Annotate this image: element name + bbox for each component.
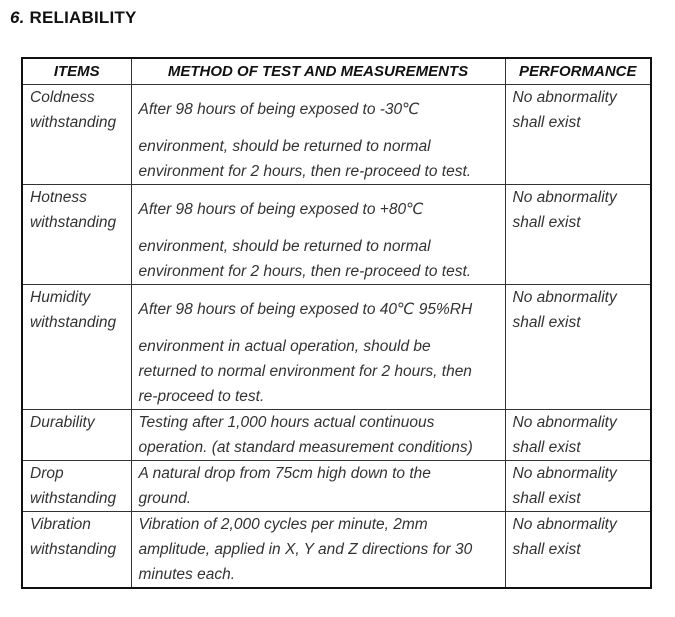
table-header-row — [22, 58, 651, 85]
table-row — [22, 461, 651, 512]
item-line: Hotness — [30, 189, 87, 206]
method-line: returned to normal environment for 2 hours, then — [138, 363, 472, 380]
performance-cell — [505, 410, 651, 461]
item-line: withstanding — [30, 214, 117, 231]
item-cell — [22, 410, 131, 461]
method-line: A natural drop from 75cm high down to the — [138, 465, 431, 482]
item-cell — [22, 285, 131, 410]
performance-cell — [505, 285, 651, 410]
method-line: environment in actual operation, should be — [138, 338, 431, 355]
method-line: environment, should be returned to normal — [138, 238, 431, 255]
section-heading — [10, 8, 137, 28]
performance-line: shall exist — [512, 314, 581, 331]
item-line: withstanding — [30, 114, 117, 131]
performance-line: shall exist — [512, 214, 581, 231]
method-cell — [131, 512, 505, 589]
section-number: 6. — [10, 8, 25, 27]
item-line: Humidity — [30, 289, 91, 306]
performance-line: No abnormality — [512, 289, 617, 306]
item-line: withstanding — [30, 314, 117, 331]
item-cell — [22, 461, 131, 512]
performance-cell — [505, 85, 651, 185]
item-line: withstanding — [30, 490, 117, 507]
performance-line: No abnormality — [512, 465, 617, 482]
performance-line: No abnormality — [512, 89, 617, 106]
section-title: RELIABILITY — [29, 8, 137, 27]
table-row — [22, 285, 651, 410]
item-cell — [22, 185, 131, 285]
performance-cell — [505, 512, 651, 589]
method-cell — [131, 85, 505, 185]
item-cell — [22, 85, 131, 185]
performance-cell — [505, 461, 651, 512]
table-row — [22, 512, 651, 589]
performance-line: shall exist — [512, 541, 581, 558]
performance-line: shall exist — [512, 114, 581, 131]
table-row — [22, 85, 651, 185]
method-cell — [131, 285, 505, 410]
method-line: amplitude, applied in X, Y and Z directions for 30 — [138, 541, 473, 558]
method-line: environment for 2 hours, then re-proceed to test. — [138, 263, 472, 280]
method-line: operation. (at standard measurement conditions) — [138, 439, 473, 456]
item-line: withstanding — [30, 541, 117, 558]
item-line: Durability — [30, 414, 95, 431]
item-line: Coldness — [30, 89, 95, 106]
method-cell — [131, 461, 505, 512]
method-line: ground. — [138, 490, 192, 507]
performance-line: shall exist — [512, 490, 581, 507]
method-line: Testing after 1,000 hours actual continuous — [138, 414, 435, 431]
method-line: environment for 2 hours, then re-proceed to test. — [138, 163, 472, 180]
item-cell — [22, 512, 131, 589]
method-line: Vibration of 2,000 cycles per minute, 2mm — [138, 516, 428, 533]
item-line: Vibration — [30, 516, 91, 533]
performance-line: shall exist — [512, 439, 581, 456]
method-cell — [131, 185, 505, 285]
header-method: METHOD OF TEST AND MEASUREMENTS — [131, 58, 505, 85]
table-row — [22, 185, 651, 285]
method-cell — [131, 410, 505, 461]
reliability-table — [21, 57, 652, 589]
method-line: After 98 hours of being exposed to -30℃ — [138, 101, 420, 118]
performance-cell — [505, 185, 651, 285]
method-line: environment, should be returned to normal — [138, 138, 431, 155]
table-row — [22, 410, 651, 461]
performance-line: No abnormality — [512, 516, 617, 533]
performance-line: No abnormality — [512, 414, 617, 431]
item-line: Drop — [30, 465, 64, 482]
method-line: After 98 hours of being exposed to 40℃ 95%RH — [138, 301, 473, 318]
method-line: re-proceed to test. — [138, 388, 265, 405]
header-items: ITEMS — [22, 58, 131, 85]
header-performance: PERFORMANCE — [505, 58, 651, 85]
method-line: After 98 hours of being exposed to +80℃ — [138, 201, 424, 218]
method-line: minutes each. — [138, 566, 235, 583]
performance-line: No abnormality — [512, 189, 617, 206]
